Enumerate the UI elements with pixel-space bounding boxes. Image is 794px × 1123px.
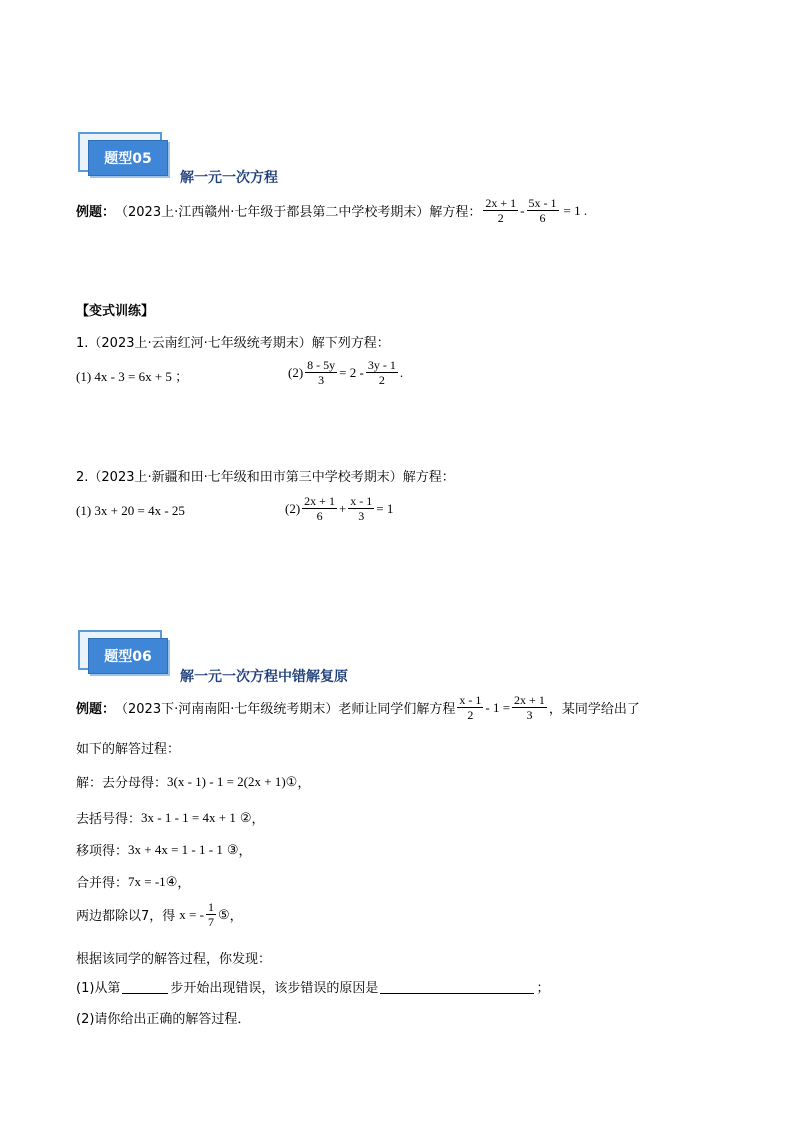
discover-line: 根据该同学的解答过程，你发现：	[76, 952, 272, 967]
badge-label: 题型05	[88, 140, 168, 176]
example-label: 例题：	[76, 702, 116, 717]
example-06-line-2: 如下的解答过程：	[76, 742, 181, 757]
fraction-denominator: 2	[378, 373, 385, 387]
section-badge-06	[78, 630, 170, 678]
step-end: ，	[177, 876, 191, 891]
fraction-denominator: 7	[207, 915, 214, 929]
equation-tail: = 1	[376, 500, 394, 516]
fraction-numerator: 5x - 1	[528, 196, 557, 210]
question-2-part-1: (1) 3x + 20 = 4x - 25	[76, 503, 185, 518]
operator: -	[520, 202, 525, 218]
solution-step-5	[76, 900, 243, 929]
fraction-numerator: 1	[207, 900, 214, 914]
fraction-denominator: 3	[358, 509, 365, 523]
fraction-denominator: 3	[526, 708, 533, 722]
fraction-denominator: 2	[467, 708, 474, 722]
fraction-numerator: x - 1	[459, 693, 482, 707]
variant-heading: 【变式训练】	[76, 304, 155, 319]
fraction	[512, 693, 547, 722]
step-mark: ①	[285, 773, 298, 789]
step-end: ，	[238, 844, 252, 859]
fraction-denominator: 2	[497, 211, 504, 225]
step-end: ，	[251, 812, 265, 827]
step-mark: ⑤	[217, 906, 230, 922]
fraction-numerator: 2x + 1	[514, 693, 545, 707]
step-mark: ④	[165, 873, 178, 889]
step-equation: 3(x - 1) - 1 = 2(2x + 1)	[167, 773, 286, 789]
question-1-part-2	[288, 358, 403, 387]
section-badge-05	[78, 132, 170, 180]
step-prefix: 两边都除以7，得	[76, 909, 176, 924]
fraction	[305, 358, 337, 387]
fraction-numerator: 2x + 1	[304, 494, 335, 508]
step-end: ，	[229, 909, 243, 924]
operator: +	[338, 500, 347, 516]
step-prefix: 移项得：	[76, 844, 129, 859]
answer-blank-reason[interactable]	[380, 979, 534, 994]
step-prefix: 解：去分母得：	[76, 776, 168, 791]
sub-question-1-middle: 步开始出现错误，该步错误的原因是	[170, 981, 379, 996]
fraction	[348, 494, 374, 523]
fraction-denominator: 6	[539, 211, 546, 225]
part-label: (2)	[288, 364, 304, 380]
fraction	[483, 196, 518, 225]
step-equation: 3x - 1 - 1 = 4x + 1	[141, 809, 236, 825]
step-mark: ③	[226, 841, 239, 857]
fraction	[457, 693, 483, 722]
example-source: （2023下·河南南阳·七年级统考期末）老师让同学们解方程	[115, 702, 456, 717]
solution-step-2	[76, 808, 265, 827]
equation-middle: - 1 =	[485, 699, 511, 715]
fraction	[366, 358, 398, 387]
example-06	[76, 693, 640, 722]
fraction-denominator: 6	[316, 509, 323, 523]
solution-step-3	[76, 840, 252, 859]
step-end: ，	[297, 776, 311, 791]
fraction	[206, 900, 216, 929]
example-05	[76, 196, 587, 225]
question-2-part-2	[285, 494, 393, 523]
fraction	[302, 494, 337, 523]
fraction-denominator: 3	[318, 373, 325, 387]
solution-step-1	[76, 772, 310, 791]
sub-question-1	[76, 977, 549, 996]
section-title-05: 解一元一次方程	[180, 170, 278, 186]
badge-label: 题型06	[88, 638, 168, 674]
step-prefix: 合并得：	[76, 876, 129, 891]
step-mark: ②	[239, 809, 252, 825]
sub-question-2: (2)请你给出正确的解答过程．	[76, 1012, 251, 1027]
answer-blank-step[interactable]	[122, 979, 168, 994]
step-equation: x = -	[179, 906, 204, 922]
question-2-text: 2.（2023上·新疆和田·七年级和田市第三中学校考期末）解方程：	[76, 470, 455, 485]
equation-middle: = 2 -	[339, 364, 364, 380]
step-equation: 3x + 4x = 1 - 1 - 1	[128, 841, 223, 857]
example-source: （2023上·江西赣州·七年级于都县第二中学校考期末）解方程：	[115, 205, 482, 220]
question-1-text: 1.（2023上·云南红河·七年级统考期末）解下列方程：	[76, 336, 390, 351]
solution-step-4	[76, 872, 190, 891]
fraction	[527, 196, 559, 225]
equation-tail: .	[399, 364, 404, 380]
fraction-numerator: x - 1	[350, 494, 373, 508]
sub-question-1-start: (1)从第	[76, 981, 121, 996]
step-equation: 7x = -1	[128, 873, 166, 889]
example-label: 例题：	[76, 205, 116, 220]
section-title-06: 解一元一次方程中错解复原	[180, 669, 348, 685]
part-label: (2)	[285, 500, 301, 516]
fraction-numerator: 3y - 1	[367, 358, 396, 372]
fraction-numerator: 8 - 5y	[307, 358, 336, 372]
step-prefix: 去括号得：	[76, 812, 142, 827]
fraction-numerator: 2x + 1	[485, 196, 517, 210]
sub-question-1-end: ；	[536, 981, 550, 996]
equation-tail: = 1 .	[563, 202, 588, 218]
example-tail: ，某同学给出了	[548, 702, 640, 717]
question-1-part-1: (1) 4x - 3 = 6x + 5 ；	[76, 369, 189, 384]
